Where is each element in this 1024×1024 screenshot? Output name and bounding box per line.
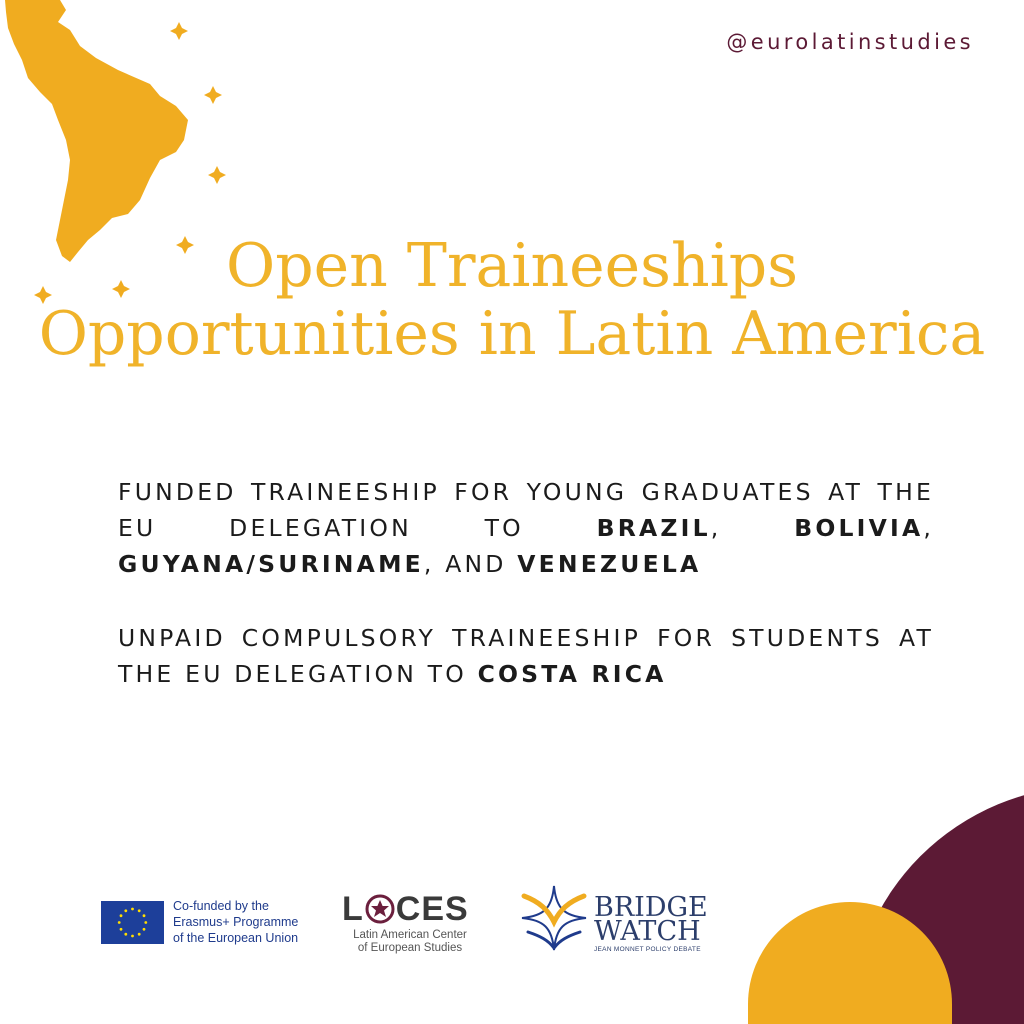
country-venezuela: VENEZUELA: [517, 550, 702, 578]
bridge-watch-word-1: BRIDGE: [594, 892, 708, 923]
loces-subtitle: Latin American Center of European Studies: [353, 929, 467, 954]
social-handle: @eurolatinstudies: [726, 30, 974, 54]
bridge-watch-word-2: WATCH: [594, 916, 701, 947]
country-bolivia: BOLIVIA: [794, 514, 924, 542]
traineeship-paragraph-unpaid: UNPAID COMPULSORY TRAINEESHIP FOR STUDENTS AT THE EU DELEGATION TO COSTA RICA: [118, 624, 934, 688]
bridge-watch-star-icon: [518, 882, 590, 954]
star-icon: [170, 22, 188, 40]
bridge-watch-tagline: JEAN MONNET POLICY DEBATE: [594, 946, 701, 953]
loces-star-icon: [365, 892, 395, 926]
country-brazil: BRAZIL: [596, 514, 711, 542]
title-line-2: Opportunities in Latin America: [38, 299, 986, 369]
eu-flag-icon: [101, 901, 164, 944]
star-icon: [204, 86, 222, 104]
loces-logo: L CES: [342, 890, 469, 928]
eu-cofunded-label: Co-funded by the Erasmus+ Programme of the European Union: [173, 899, 299, 945]
traineeship-paragraph-funded: FUNDED TRAINEESHIP FOR YOUNG GRADUATES AT THE EU DELEGATION TO BRAZIL, BOLIVIA, GUYANA/SURINAME, AND VENEZUELA: [118, 478, 935, 578]
country-costa-rica: COSTA RICA: [477, 660, 667, 688]
country-guyana-suriname: GUYANA/SURINAME: [118, 550, 424, 578]
title-line-1: Open Traineeships: [226, 231, 798, 301]
page-title: [0, 232, 1024, 368]
star-icon: [208, 166, 226, 184]
